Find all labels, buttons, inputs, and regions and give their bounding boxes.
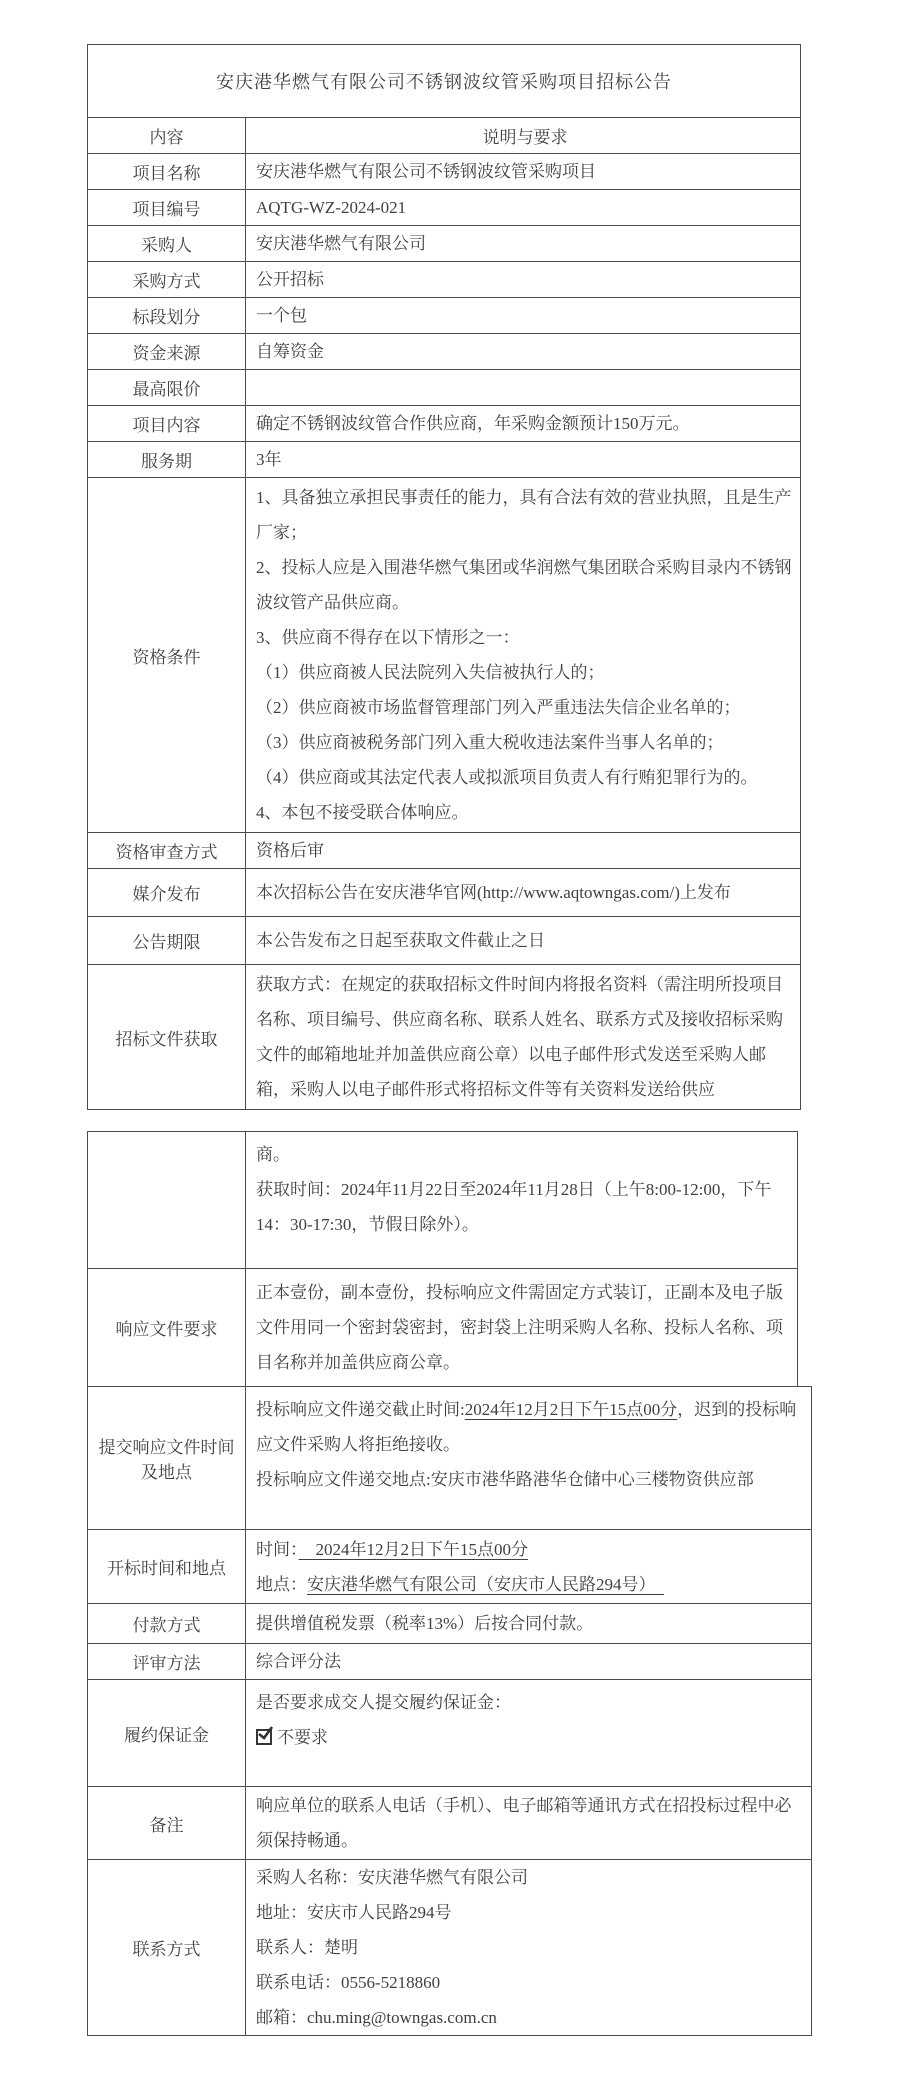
row-label: 提交响应文件时间及地点 (88, 1387, 246, 1530)
opening-time-prefix: 时间： (256, 1539, 299, 1559)
row-label: 公告期限 (88, 917, 246, 965)
text-line: 1、具备独立承担民事责任的能力，具有合法有效的营业执照，且是生产厂家； (256, 488, 792, 542)
header-row (88, 118, 801, 154)
row-label: 响应文件要求 (88, 1269, 246, 1387)
text-line (256, 1720, 805, 1755)
row-value (246, 1860, 812, 2036)
text-line: 是否要求成交人提交履约保证金： (256, 1693, 511, 1712)
row-bid-opening (88, 1530, 812, 1604)
row-label: 采购方式 (88, 262, 246, 298)
row-project-content (88, 406, 801, 442)
row-label: 项目编号 (88, 190, 246, 226)
row-label: 资格条件 (88, 478, 246, 833)
row-label: 评审方法 (88, 1644, 246, 1680)
header-content-column: 内容 (88, 118, 246, 154)
row-value (246, 478, 801, 833)
row-label: 最高限价 (88, 370, 246, 406)
row-document-acquisition (88, 965, 801, 1110)
row-label: 开标时间和地点 (88, 1530, 246, 1604)
text-line: 本次招标公告在安庆港华官网(http://www.aqtowngas.com/)上发布 (256, 883, 731, 902)
text-line: 商。 (256, 1145, 290, 1164)
row-value (246, 154, 801, 190)
row-project-name (88, 154, 801, 190)
row-project-number (88, 190, 801, 226)
row-value (246, 1787, 812, 1860)
row-value (246, 965, 801, 1110)
row-contact-info (88, 1860, 812, 2036)
row-label: 媒介发布 (88, 869, 246, 917)
row-value (246, 298, 801, 334)
row-service-period (88, 442, 801, 478)
row-value (246, 334, 801, 370)
row-payment-method (88, 1604, 812, 1644)
text-line: 安庆港华燃气有限公司不锈钢波纹管采购项目 (256, 162, 596, 181)
row-remarks (88, 1787, 812, 1860)
text-line: 安庆港华燃气有限公司 (256, 234, 426, 253)
row-label: 履约保证金 (88, 1680, 246, 1787)
document-title: 安庆港华燃气有限公司不锈钢波纹管采购项目招标公告 (88, 45, 801, 118)
text-line: 邮箱：chu.ming@towngas.com.cn (256, 2008, 497, 2027)
row-label: 项目名称 (88, 154, 246, 190)
text-line: 响应单位的联系人电话（手机）、电子邮箱等通讯方式在招投标过程中必须保持畅通。 (256, 1796, 792, 1850)
row-qualification (88, 478, 801, 833)
text-line: （3）供应商被税务部门列入重大税收违法案件当事人名单的； (256, 733, 724, 752)
row-value (246, 869, 801, 917)
title-row (88, 45, 801, 118)
text-line: 联系电话：0556-5218860 (256, 1973, 441, 1992)
text-line: 提供增值税发票（税率13%）后按合同付款。 (256, 1614, 594, 1633)
text-line: （2）供应商被市场监督管理部门列入严重违法失信企业名单的； (256, 698, 741, 717)
text-line: AQTG-WZ-2024-021 (256, 198, 407, 217)
announcement-table-page2-upper (87, 1131, 798, 1387)
text-line: 地址：安庆市人民路294号 (256, 1903, 452, 1922)
row-announcement-period (88, 917, 801, 965)
text-line: 采购人名称：安庆港华燃气有限公司 (256, 1868, 528, 1887)
submission-deadline-suffix: ，迟到的投标响应文件采购人将拒绝接收。 (256, 1400, 797, 1454)
row-value (246, 370, 801, 406)
row-evaluation-method (88, 1644, 812, 1680)
bond-option-label: 不要求 (277, 1728, 328, 1747)
row-funding-source (88, 334, 801, 370)
row-label: 服务期 (88, 442, 246, 478)
text-line: 综合评分法 (256, 1652, 341, 1671)
text-line: 3、供应商不得存在以下情形之一： (256, 628, 520, 647)
header-description-column: 说明与要求 (246, 118, 801, 154)
text-line: 获取方式：在规定的获取招标文件时间内将报名资料（需注明所投项目名称、项目编号、供应商名称、联系人姓名、联系方式及接收招标采购文件的邮箱地址并加盖供应商公章）以电子邮件形式发送至采购人邮箱，采购人以电子邮件形式将招标文件等有关资料发送给供应 (256, 975, 783, 1099)
row-lot-division (88, 298, 801, 334)
opening-time-value: 2024年12月2日下午15点00分 (298, 1539, 528, 1559)
text-line: 确定不锈钢波纹管合作供应商，年采购金额预计150万元。 (256, 414, 690, 433)
row-value (246, 262, 801, 298)
row-value (246, 1680, 812, 1787)
row-value (246, 226, 801, 262)
text-line: 公开招标 (256, 270, 324, 289)
row-media-release (88, 869, 801, 917)
row-performance-bond (88, 1680, 812, 1787)
row-label: 付款方式 (88, 1604, 246, 1644)
row-label: 项目内容 (88, 406, 246, 442)
text-line: 获取时间：2024年11月22日至2024年11月28日（上午8:00-12:00，下午14：30-17:30，节假日除外）。 (256, 1180, 772, 1234)
text-line: 资格后审 (256, 841, 324, 860)
row-label: 资格审查方式 (88, 833, 246, 869)
text-line: （4）供应商或其法定代表人或拟派项目负责人有行贿犯罪行为的。 (256, 768, 758, 787)
announcement-table-page2-lower (87, 1386, 812, 2036)
text-line: 2、投标人应是入围港华燃气集团或华润燃气集团联合采购目录内不锈钢波纹管产品供应商。 (256, 558, 792, 612)
row-value (246, 442, 801, 478)
row-submission-time-place (88, 1387, 812, 1530)
opening-place-prefix: 地点： (256, 1574, 307, 1594)
text-line: 一个包 (256, 306, 307, 325)
row-value (246, 190, 801, 226)
row-value (246, 1604, 812, 1644)
row-label: 标段划分 (88, 298, 246, 334)
row-label: 招标文件获取 (88, 965, 246, 1110)
row-value (246, 406, 801, 442)
row-value (246, 1132, 798, 1269)
row-label: 备注 (88, 1787, 246, 1860)
row-label: 采购人 (88, 226, 246, 262)
row-label: 联系方式 (88, 1860, 246, 2036)
opening-place-value: 安庆港华燃气有限公司（安庆市人民路294号） (307, 1574, 664, 1594)
text-line: 联系人：楚明 (256, 1938, 358, 1957)
text-line: 投标响应文件递交地点:安庆市港华路港华仓储中心三楼物资供应部 (256, 1470, 754, 1489)
text-line (256, 1567, 805, 1602)
row-qualification-review (88, 833, 801, 869)
row-value (246, 1387, 812, 1530)
row-value (246, 1644, 812, 1680)
row-label: 资金来源 (88, 334, 246, 370)
row-value (246, 833, 801, 869)
text-line (256, 1532, 805, 1567)
text-line: （1）供应商被人民法院列入失信被执行人的； (256, 663, 605, 682)
row-value (246, 1269, 798, 1387)
row-value (246, 917, 801, 965)
submission-deadline-prefix: 投标响应文件递交截止时间: (256, 1400, 465, 1419)
text-line: 本公告发布之日起至获取文件截止之日 (256, 931, 545, 950)
row-price-ceiling (88, 370, 801, 406)
text-line: 3年 (256, 450, 282, 469)
row-value (246, 1530, 812, 1604)
row-label (88, 1132, 246, 1269)
text-line: 正本壹份，副本壹份，投标响应文件需固定方式装订，正副本及电子版文件用同一个密封袋密封，密封袋上注明采购人名称、投标人名称、项目名称并加盖供应商公章。 (256, 1283, 783, 1372)
text-line: 自筹资金 (256, 342, 324, 361)
row-purchaser (88, 226, 801, 262)
announcement-table-page1 (87, 44, 801, 1110)
checked-checkbox-icon (256, 1729, 272, 1745)
submission-deadline-value: 2024年12月2日下午15点00分 (464, 1400, 678, 1419)
text-line (256, 1392, 805, 1462)
row-response-document-requirements (88, 1269, 798, 1387)
row-continuation (88, 1132, 798, 1269)
text-line: 4、本包不接受联合体响应。 (256, 803, 469, 822)
row-procurement-method (88, 262, 801, 298)
